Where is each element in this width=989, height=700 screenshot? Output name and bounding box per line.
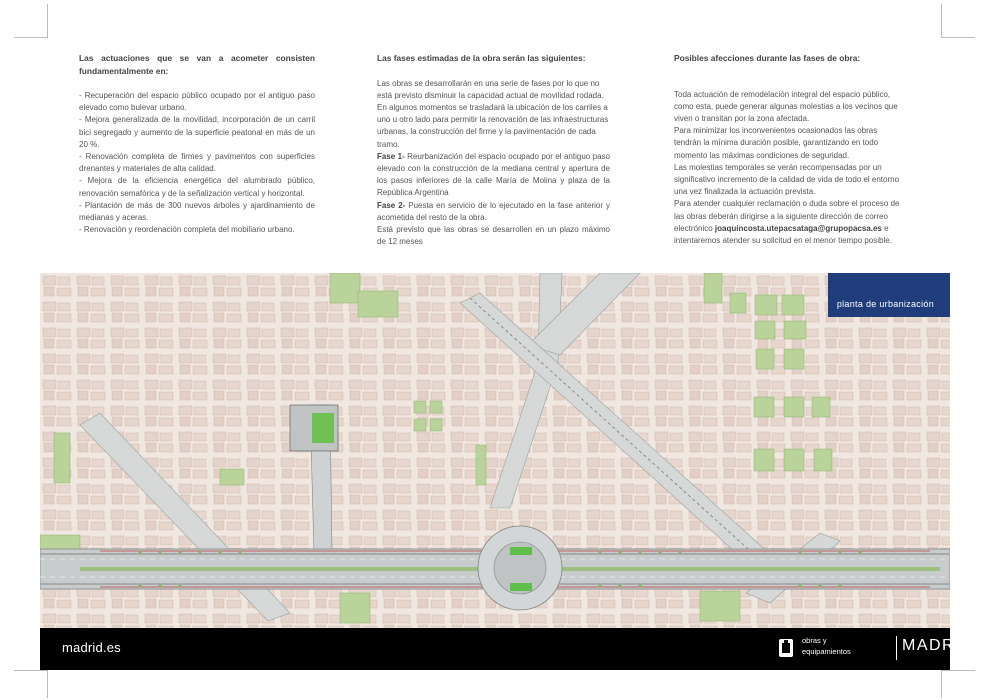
afecciones-p4 xyxy=(674,198,906,247)
actuaciones-item: - Recuperación del espacio público ocupado por el antiguo paso elevado como bulevar urbano. xyxy=(79,91,315,113)
department-line-2: equipamientos xyxy=(802,647,851,656)
actuaciones-item: - Renovación completa de firmes y pavimentos con superficies drenantes y materiales de alta calidad. xyxy=(79,152,315,174)
fase-2 xyxy=(377,200,610,224)
fase-1-text: Reurbanización del espacio ocupado por el antiguo paso elevado con la construcción de la mediana central y apertura de los pasos inferiores de la calle María de Molina y plaza de la República Argentina xyxy=(377,151,610,198)
afecciones-heading: Posibles afecciones durante las fases de obra: xyxy=(674,53,861,63)
actuaciones-item: - Mejora generalizada de la movilidad, incorporación de un carril bici segregado y aumento de la superficie peatonal en más de un 20 %. xyxy=(79,115,315,149)
afecciones-column xyxy=(674,52,906,247)
fases-column xyxy=(377,52,610,248)
actuaciones-item: - Renovación y reordenación completa del mobiliario urbano. xyxy=(79,225,295,235)
afecciones-p2: Para minimizar los inconvenientes ocasionados las obras tendrán la mínima duración posible, garantizando en todo momento las máximas condiciones de seguridad. xyxy=(674,126,879,160)
footer-bar xyxy=(40,628,975,670)
afecciones-p4-pre: Para atender cualquier reclamación o duda sobre el proceso de las obras deberán dirigirse a la siguiente dirección de correo electrónico xyxy=(674,199,900,233)
actuaciones-item: - Plantación de más de 300 nuevos árboles y ajardinamiento de medianas y aceras. xyxy=(79,200,315,223)
urbanization-plan-map xyxy=(40,273,950,628)
map-graphic xyxy=(40,273,950,628)
map-label xyxy=(828,273,950,317)
fases-intro: Las obras se desarrollarán en una serie de fases por lo que no está previsto disminuir la capacidad actual de movilidad rodada. En algunos momentos se trasladará la ubicación de los carriles a uno u otro lado para permitir la renovación de las infraestructuras urbanas, la construcción del firme y la pavimentación de cada tramo. xyxy=(377,78,609,149)
crop-mark xyxy=(47,4,48,38)
madrid-crest-icon xyxy=(778,637,794,659)
crop-mark xyxy=(14,37,48,38)
crop-mark xyxy=(47,670,48,698)
fase-2-label: Fase 2- xyxy=(377,200,406,210)
crop-mark xyxy=(941,37,975,38)
afecciones-p1: Toda actuación de remodelación integral del espacio público, como esta, puede generar algunas molestias a los vecinos que viven o transitan por la zona afectada. xyxy=(674,89,898,123)
fase-1-label: Fase 1- xyxy=(377,151,405,161)
crop-mark xyxy=(941,4,942,38)
fase-2-text: Puesta en servicio de lo ejecutado en la fase anterior y acometida del resto de la obra. xyxy=(377,200,610,222)
department-line-1: obras y xyxy=(802,636,827,645)
map-label-text: planta de urbanización xyxy=(836,299,934,309)
actuaciones-heading: Las actuaciones que se van a acometer consisten fundamentalmente en: xyxy=(79,53,315,76)
fases-plazo: Está previsto que las obras se desarrollen en un plazo máximo de 12 meses xyxy=(377,224,610,247)
plaza xyxy=(290,405,338,451)
madrid-logo-text: MADRID xyxy=(902,637,975,654)
fases-heading: Las fases estimadas de la obra serán las siguientes: xyxy=(377,53,586,63)
department-name xyxy=(802,635,851,657)
actuaciones-column xyxy=(79,52,315,236)
contact-email[interactable]: joaquincosta.utepacsataga@grupopacsa.es xyxy=(714,223,882,233)
roundabout xyxy=(478,526,562,610)
crop-mark xyxy=(14,670,48,671)
crop-mark xyxy=(941,670,942,698)
actuaciones-item: - Mejora de la eficiencia energética del alumbrado público, renovación semafórica y de la señalización vertical y horizontal. xyxy=(79,176,315,198)
crop-mark xyxy=(941,670,975,671)
afecciones-p3: Las molestias temporales se verán recompensadas por un significativo incremento de la calidad de vida de todo el entorno una vez finalizada la actuación prevista. xyxy=(674,162,900,197)
footer-divider xyxy=(896,636,897,660)
afecciones-p4-post: e intentaremos atender su solicitud en el menor tiempo posible. xyxy=(674,223,892,245)
madrid-website-link[interactable]: madrid.es xyxy=(62,640,121,655)
fase-1 xyxy=(377,151,610,200)
